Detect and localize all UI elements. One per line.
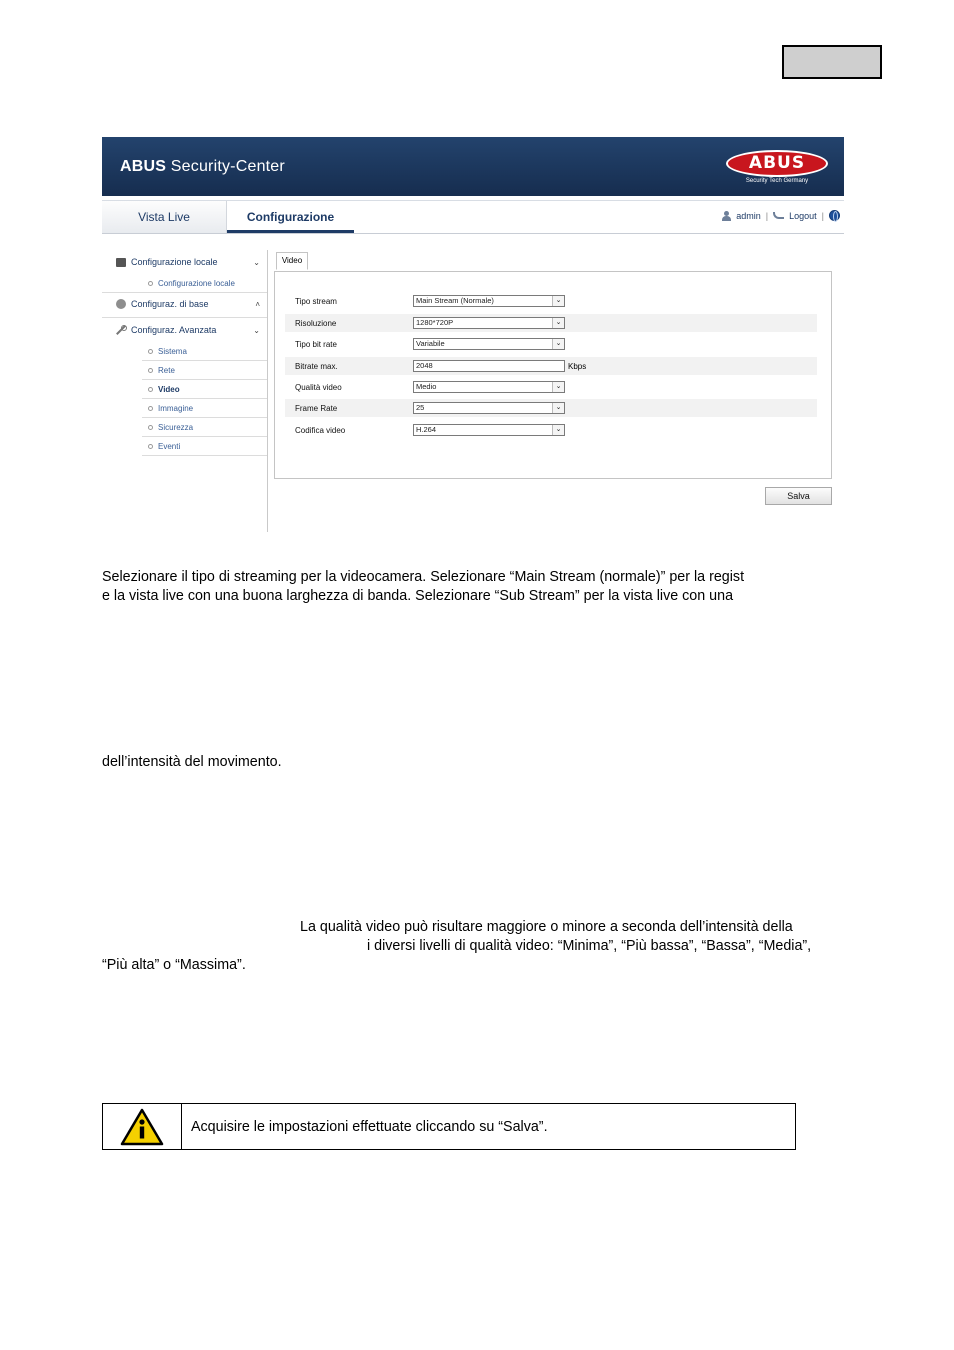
chevron-up-icon: ˄ xyxy=(255,299,260,309)
sidebar-item-rete[interactable]: Rete xyxy=(148,366,175,375)
divider xyxy=(102,292,267,293)
language-tab-box xyxy=(782,45,882,79)
username-link[interactable]: admin xyxy=(736,210,761,221)
bullet-icon xyxy=(148,281,153,286)
field-row-bitrate-type: Tipo bit rate Variabile ⌄ xyxy=(285,335,817,353)
info-note-text: Acquisire le impostazioni effettuate cliccando su “Salva”. xyxy=(191,1119,548,1135)
tab-configuration[interactable]: Configurazione xyxy=(227,201,354,233)
bullet-icon xyxy=(148,368,153,373)
divider xyxy=(142,455,267,456)
bitrate-unit: Kbps xyxy=(568,361,587,371)
globe-icon[interactable] xyxy=(829,210,840,221)
wrench-icon xyxy=(116,325,126,335)
sidebar-item-sistema[interactable]: Sistema xyxy=(148,347,187,356)
stream-type-select[interactable]: Main Stream (Normale) ⌄ xyxy=(413,295,565,307)
chevron-down-icon: ⌄ xyxy=(552,425,564,435)
bitrate-type-select[interactable]: Variabile ⌄ xyxy=(413,338,565,350)
brand-title: ABUS Security-Center xyxy=(120,158,285,175)
bullet-icon xyxy=(148,425,153,430)
logo-tagline: Security Tech Germany xyxy=(745,178,809,184)
max-bitrate-input[interactable]: 2048 xyxy=(413,360,565,372)
chevron-down-icon: ⌄ xyxy=(253,257,260,267)
sidebar-group-basic[interactable]: Configuraz. di base ˄ xyxy=(116,299,268,309)
sidebar-group-local[interactable]: Configurazione locale ⌄ xyxy=(116,257,268,267)
chevron-down-icon: ⌄ xyxy=(552,382,564,392)
warning-info-icon xyxy=(120,1108,164,1146)
field-row-resolution: Risoluzione 1280*720P ⌄ xyxy=(285,314,817,332)
sidebar-divider xyxy=(267,250,268,532)
frame-rate-select[interactable]: 25 ⌄ xyxy=(413,402,565,414)
chevron-down-icon: ⌄ xyxy=(552,318,564,328)
sidebar-item-immagine[interactable]: Immagine xyxy=(148,404,193,413)
stream-type-paragraph-line-2: e la vista live con una buona larghezza di banda. Selezionare “Sub Stream” per la vista live con una xyxy=(102,588,734,604)
sidebar-item-sicurezza[interactable]: Sicurezza xyxy=(148,423,193,432)
save-button[interactable]: Salva xyxy=(765,487,832,505)
abus-logo: ABUS xyxy=(726,150,828,177)
user-bar xyxy=(722,210,840,221)
bullet-icon xyxy=(148,406,153,411)
bullet-icon xyxy=(148,387,153,392)
chevron-down-icon: ⌄ xyxy=(253,325,260,335)
field-row-video-codec: Codifica video H.264 ⌄ xyxy=(285,421,817,439)
divider xyxy=(142,436,267,437)
video-quality-paragraph-line-2: i diversi livelli di qualità video: “Minima”, “Più bassa”, “Bassa”, “Media”, xyxy=(367,938,812,954)
divider xyxy=(102,317,267,318)
separator: | xyxy=(821,210,824,221)
bitrate-paragraph-fragment: dell’intensità del movimento. xyxy=(102,754,282,770)
info-note-box xyxy=(102,1103,796,1150)
monitor-icon xyxy=(116,258,126,267)
video-quality-paragraph-line-3: “Più alta” o “Massima”. xyxy=(102,957,246,973)
user-icon xyxy=(722,211,731,221)
video-settings-panel xyxy=(274,271,832,479)
tab-live-view[interactable]: Vista Live xyxy=(102,201,227,233)
sidebar-group-advanced[interactable]: Configuraz. Avanzata ⌄ xyxy=(116,325,268,335)
bullet-icon xyxy=(148,444,153,449)
bullet-icon xyxy=(148,349,153,354)
logout-link[interactable]: Logout xyxy=(789,210,817,221)
field-row-frame-rate: Frame Rate 25 ⌄ xyxy=(285,399,817,417)
logout-icon xyxy=(773,212,784,219)
abus-web-ui-screenshot xyxy=(102,137,844,535)
field-row-max-bitrate: Bitrate max. 2048 Kbps xyxy=(285,357,817,375)
divider xyxy=(142,360,267,361)
divider xyxy=(142,379,267,380)
main-navigation xyxy=(102,200,844,234)
divider xyxy=(142,417,267,418)
sidebar-item-local-config[interactable]: Configurazione locale xyxy=(148,279,235,288)
video-quality-select[interactable]: Medio ⌄ xyxy=(413,381,565,393)
chevron-down-icon: ⌄ xyxy=(552,296,564,306)
settings-circle-icon xyxy=(116,299,126,309)
sidebar-item-eventi[interactable]: Eventi xyxy=(148,442,180,451)
tab-video[interactable]: Video xyxy=(276,252,308,270)
field-row-stream-type: Tipo stream Main Stream (Normale) ⌄ xyxy=(285,292,817,310)
info-icon-cell xyxy=(103,1104,182,1149)
video-codec-select[interactable]: H.264 ⌄ xyxy=(413,424,565,436)
stream-type-paragraph-line-1: Selezionare il tipo di streaming per la videocamera. Selezionare “Main Stream (normale)” per la regist xyxy=(102,569,745,585)
chevron-down-icon: ⌄ xyxy=(552,339,564,349)
sidebar-item-video[interactable]: Video xyxy=(148,385,180,394)
header-banner xyxy=(102,137,844,196)
divider xyxy=(142,398,267,399)
field-row-video-quality: Qualità video Medio ⌄ xyxy=(285,378,817,396)
chevron-down-icon: ⌄ xyxy=(552,403,564,413)
video-quality-paragraph-line-1: La qualità video può risultare maggiore o minore a seconda dell’intensità della xyxy=(300,919,793,935)
separator: | xyxy=(765,210,769,221)
resolution-select[interactable]: 1280*720P ⌄ xyxy=(413,317,565,329)
